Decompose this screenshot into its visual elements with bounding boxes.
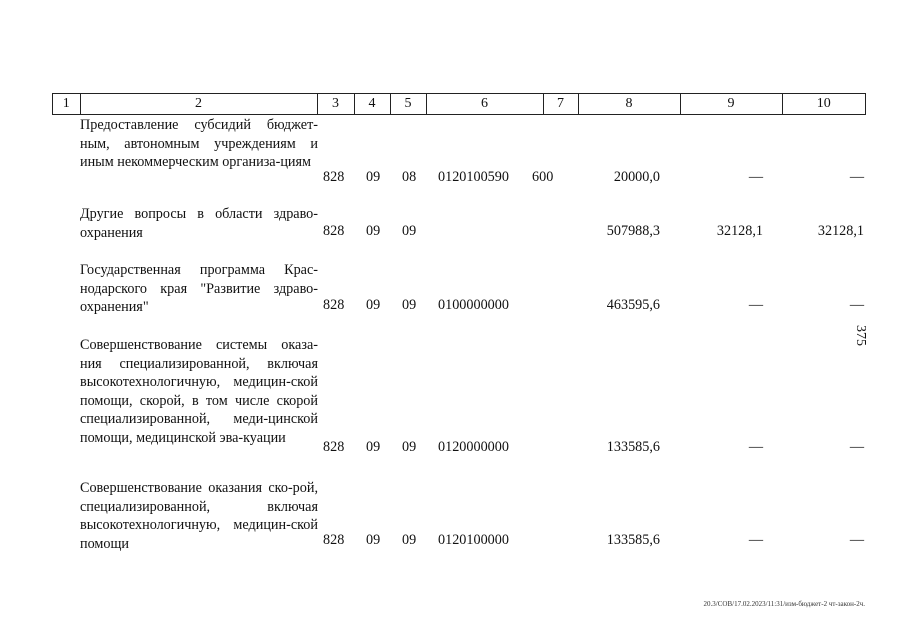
table-row [80, 116, 870, 192]
cell-amount-2023: 507988,3 [606, 223, 660, 239]
header-col-2: 2 [80, 94, 317, 114]
header-col-3: 3 [317, 94, 354, 114]
cell-amount-total: — [849, 439, 864, 455]
column-number-header [52, 93, 866, 115]
cell-section: 09 [366, 223, 381, 239]
header-col-6: 6 [426, 94, 543, 114]
cell-section: 09 [366, 532, 381, 548]
row-description: Государственная программа Крас-нодарского края "Развитие здраво-охранения" [80, 262, 318, 315]
cell-ministry: 828 [323, 223, 345, 239]
row-description: Совершенствование оказания ско-рой, специализированной, включая высокотехнологичную, медицин-ской помощи [80, 480, 318, 552]
header-col-5: 5 [390, 94, 426, 114]
table-row [80, 205, 870, 245]
cell-section: 09 [366, 169, 381, 185]
cell-subsection: 08 [402, 169, 417, 185]
cell-amount-2023: 133585,6 [606, 532, 660, 548]
cell-target-article: 0100000000 [438, 297, 509, 313]
cell-expense-type: 600 [532, 169, 554, 185]
cell-amount-federal: — [748, 169, 763, 185]
page-number: 375 [853, 325, 868, 346]
cell-amount-2023: 463595,6 [606, 297, 660, 313]
cell-amount-federal: — [748, 297, 763, 313]
cell-ministry: 828 [323, 532, 345, 548]
header-col-7: 7 [543, 94, 578, 114]
cell-section: 09 [366, 439, 381, 455]
cell-subsection: 09 [402, 439, 417, 455]
row-description: Предоставление субсидий бюджет-ным, автономным учреждениям и иным некоммерческим организа-циям [80, 117, 318, 170]
cell-target-article: 0120100590 [438, 169, 509, 185]
cell-amount-total: — [849, 297, 864, 313]
cell-target-article: 0120100000 [438, 532, 509, 548]
cell-amount-2023: 20000,0 [613, 169, 660, 185]
table-row [80, 261, 870, 319]
cell-amount-federal: 32128,1 [716, 223, 763, 239]
header-col-10: 10 [782, 94, 865, 114]
header-col-9: 9 [680, 94, 782, 114]
cell-subsection: 09 [402, 223, 417, 239]
cell-amount-total: 32128,1 [817, 223, 864, 239]
cell-subsection: 09 [402, 532, 417, 548]
cell-amount-2023: 133585,6 [606, 439, 660, 455]
cell-section: 09 [366, 297, 381, 313]
table-row [80, 336, 870, 466]
cell-ministry: 828 [323, 297, 345, 313]
header-col-8: 8 [578, 94, 680, 114]
header-col-1: 1 [62, 96, 70, 111]
cell-target-article: 0120000000 [438, 439, 509, 455]
cell-amount-total: — [849, 169, 864, 185]
table-row [80, 479, 870, 555]
cell-amount-total: — [849, 532, 864, 548]
row-description: Совершенствование системы оказа-ния специализированной, включая высокотехнологичную, медицин-ской помощи, скорой, в том числе скорой специализированной, меди-цинской помощи, медицинской эва-куации [80, 337, 318, 446]
cell-amount-federal: — [748, 532, 763, 548]
document-footer-code: 20.3/СОВ/17.02.2023/11:31/изм-бюджет-2 чт-закон-2ч. [703, 600, 865, 608]
cell-ministry: 828 [323, 439, 345, 455]
cell-amount-federal: — [748, 439, 763, 455]
cell-ministry: 828 [323, 169, 345, 185]
cell-subsection: 09 [402, 297, 417, 313]
row-description: Другие вопросы в области здраво-охранения [80, 206, 318, 241]
header-col-4: 4 [354, 94, 390, 114]
